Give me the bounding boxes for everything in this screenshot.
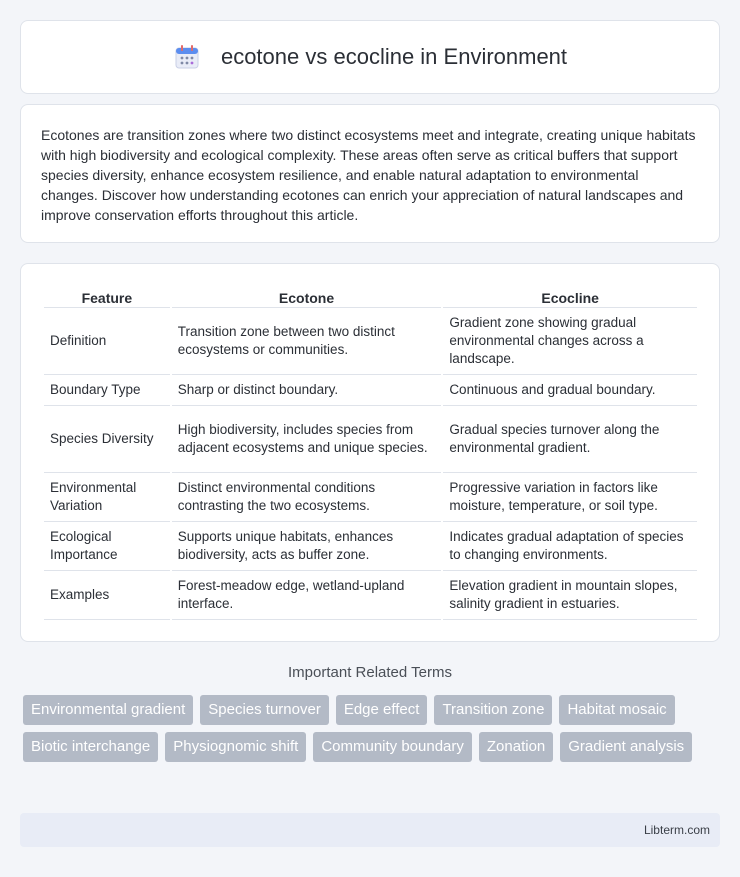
header-ecotone: Ecotone — [172, 284, 442, 308]
row-feature: Ecological Importance — [44, 522, 170, 571]
calendar-icon — [173, 43, 201, 71]
tag-habitat-mosaic[interactable]: Habitat mosaic — [559, 695, 674, 725]
table-row — [44, 473, 697, 522]
row-ecotone: Forest-meadow edge, wetland-upland interface. — [172, 571, 442, 620]
intro-card — [20, 104, 720, 243]
tag-gradient-analysis[interactable]: Gradient analysis — [560, 732, 692, 762]
intro-text: Ecotones are transition zones where two distinct ecosystems meet and integrate, creating unique habitats with high biodiversity and ecological complexity. These areas often serve as critical buffers that support species diversity, enhance ecosystem resilience, and enable natural adaptation to environmental changes. Discover how understanding ecotones can enrich your appreciation of natural landscapes and improve conservation efforts throughout this article. — [41, 127, 696, 223]
related-terms-title: Important Related Terms — [288, 664, 452, 681]
row-ecotone: Distinct environmental conditions contrasting the two ecosystems. — [172, 473, 442, 522]
row-ecotone: High biodiversity, includes species from adjacent ecosystems and unique species. — [172, 406, 442, 473]
header-ecocline: Ecocline — [443, 284, 697, 308]
row-feature: Species Diversity — [44, 406, 170, 473]
row-ecocline: Indicates gradual adaptation of species to changing environments. — [443, 522, 697, 571]
table-row — [44, 406, 697, 473]
tag-transition-zone[interactable]: Transition zone — [434, 695, 552, 725]
comparison-card — [20, 263, 720, 642]
tag-edge-effect[interactable]: Edge effect — [336, 695, 428, 725]
related-terms-list — [23, 695, 723, 762]
footer-brand-link[interactable]: Libterm.com — [643, 823, 710, 837]
footer — [20, 813, 720, 847]
row-feature: Boundary Type — [44, 375, 170, 406]
row-ecotone: Transition zone between two distinct ecosystems or communities. — [172, 308, 442, 375]
row-feature: Examples — [44, 571, 170, 620]
row-ecocline: Gradient zone showing gradual environmental changes across a landscape. — [443, 308, 697, 375]
page-title: ecotone vs ecocline in Environment — [220, 44, 568, 69]
table-header-row — [44, 284, 697, 308]
row-feature: Definition — [44, 308, 170, 375]
row-ecotone: Supports unique habitats, enhances biodiversity, acts as buffer zone. — [172, 522, 442, 571]
row-feature: Environmental Variation — [44, 473, 170, 522]
row-ecocline: Continuous and gradual boundary. — [443, 375, 697, 406]
title-card — [20, 20, 720, 94]
tag-community-boundary[interactable]: Community boundary — [313, 732, 472, 762]
table-row — [44, 571, 697, 620]
tag-zonation[interactable]: Zonation — [479, 732, 553, 762]
tag-biotic-interchange[interactable]: Biotic interchange — [23, 732, 158, 762]
header-feature: Feature — [44, 284, 170, 308]
row-ecocline: Gradual species turnover along the environmental gradient. — [443, 406, 697, 473]
tag-physiognomic-shift[interactable]: Physiognomic shift — [165, 732, 306, 762]
row-ecocline: Elevation gradient in mountain slopes, salinity gradient in estuaries. — [443, 571, 697, 620]
tag-environmental-gradient[interactable]: Environmental gradient — [23, 695, 193, 725]
table-row — [44, 308, 697, 375]
table-row — [44, 375, 697, 406]
tag-species-turnover[interactable]: Species turnover — [200, 695, 329, 725]
row-ecotone: Sharp or distinct boundary. — [172, 375, 442, 406]
table-row — [44, 522, 697, 571]
comparison-table — [42, 284, 699, 620]
row-ecocline: Progressive variation in factors like moisture, temperature, or soil type. — [443, 473, 697, 522]
